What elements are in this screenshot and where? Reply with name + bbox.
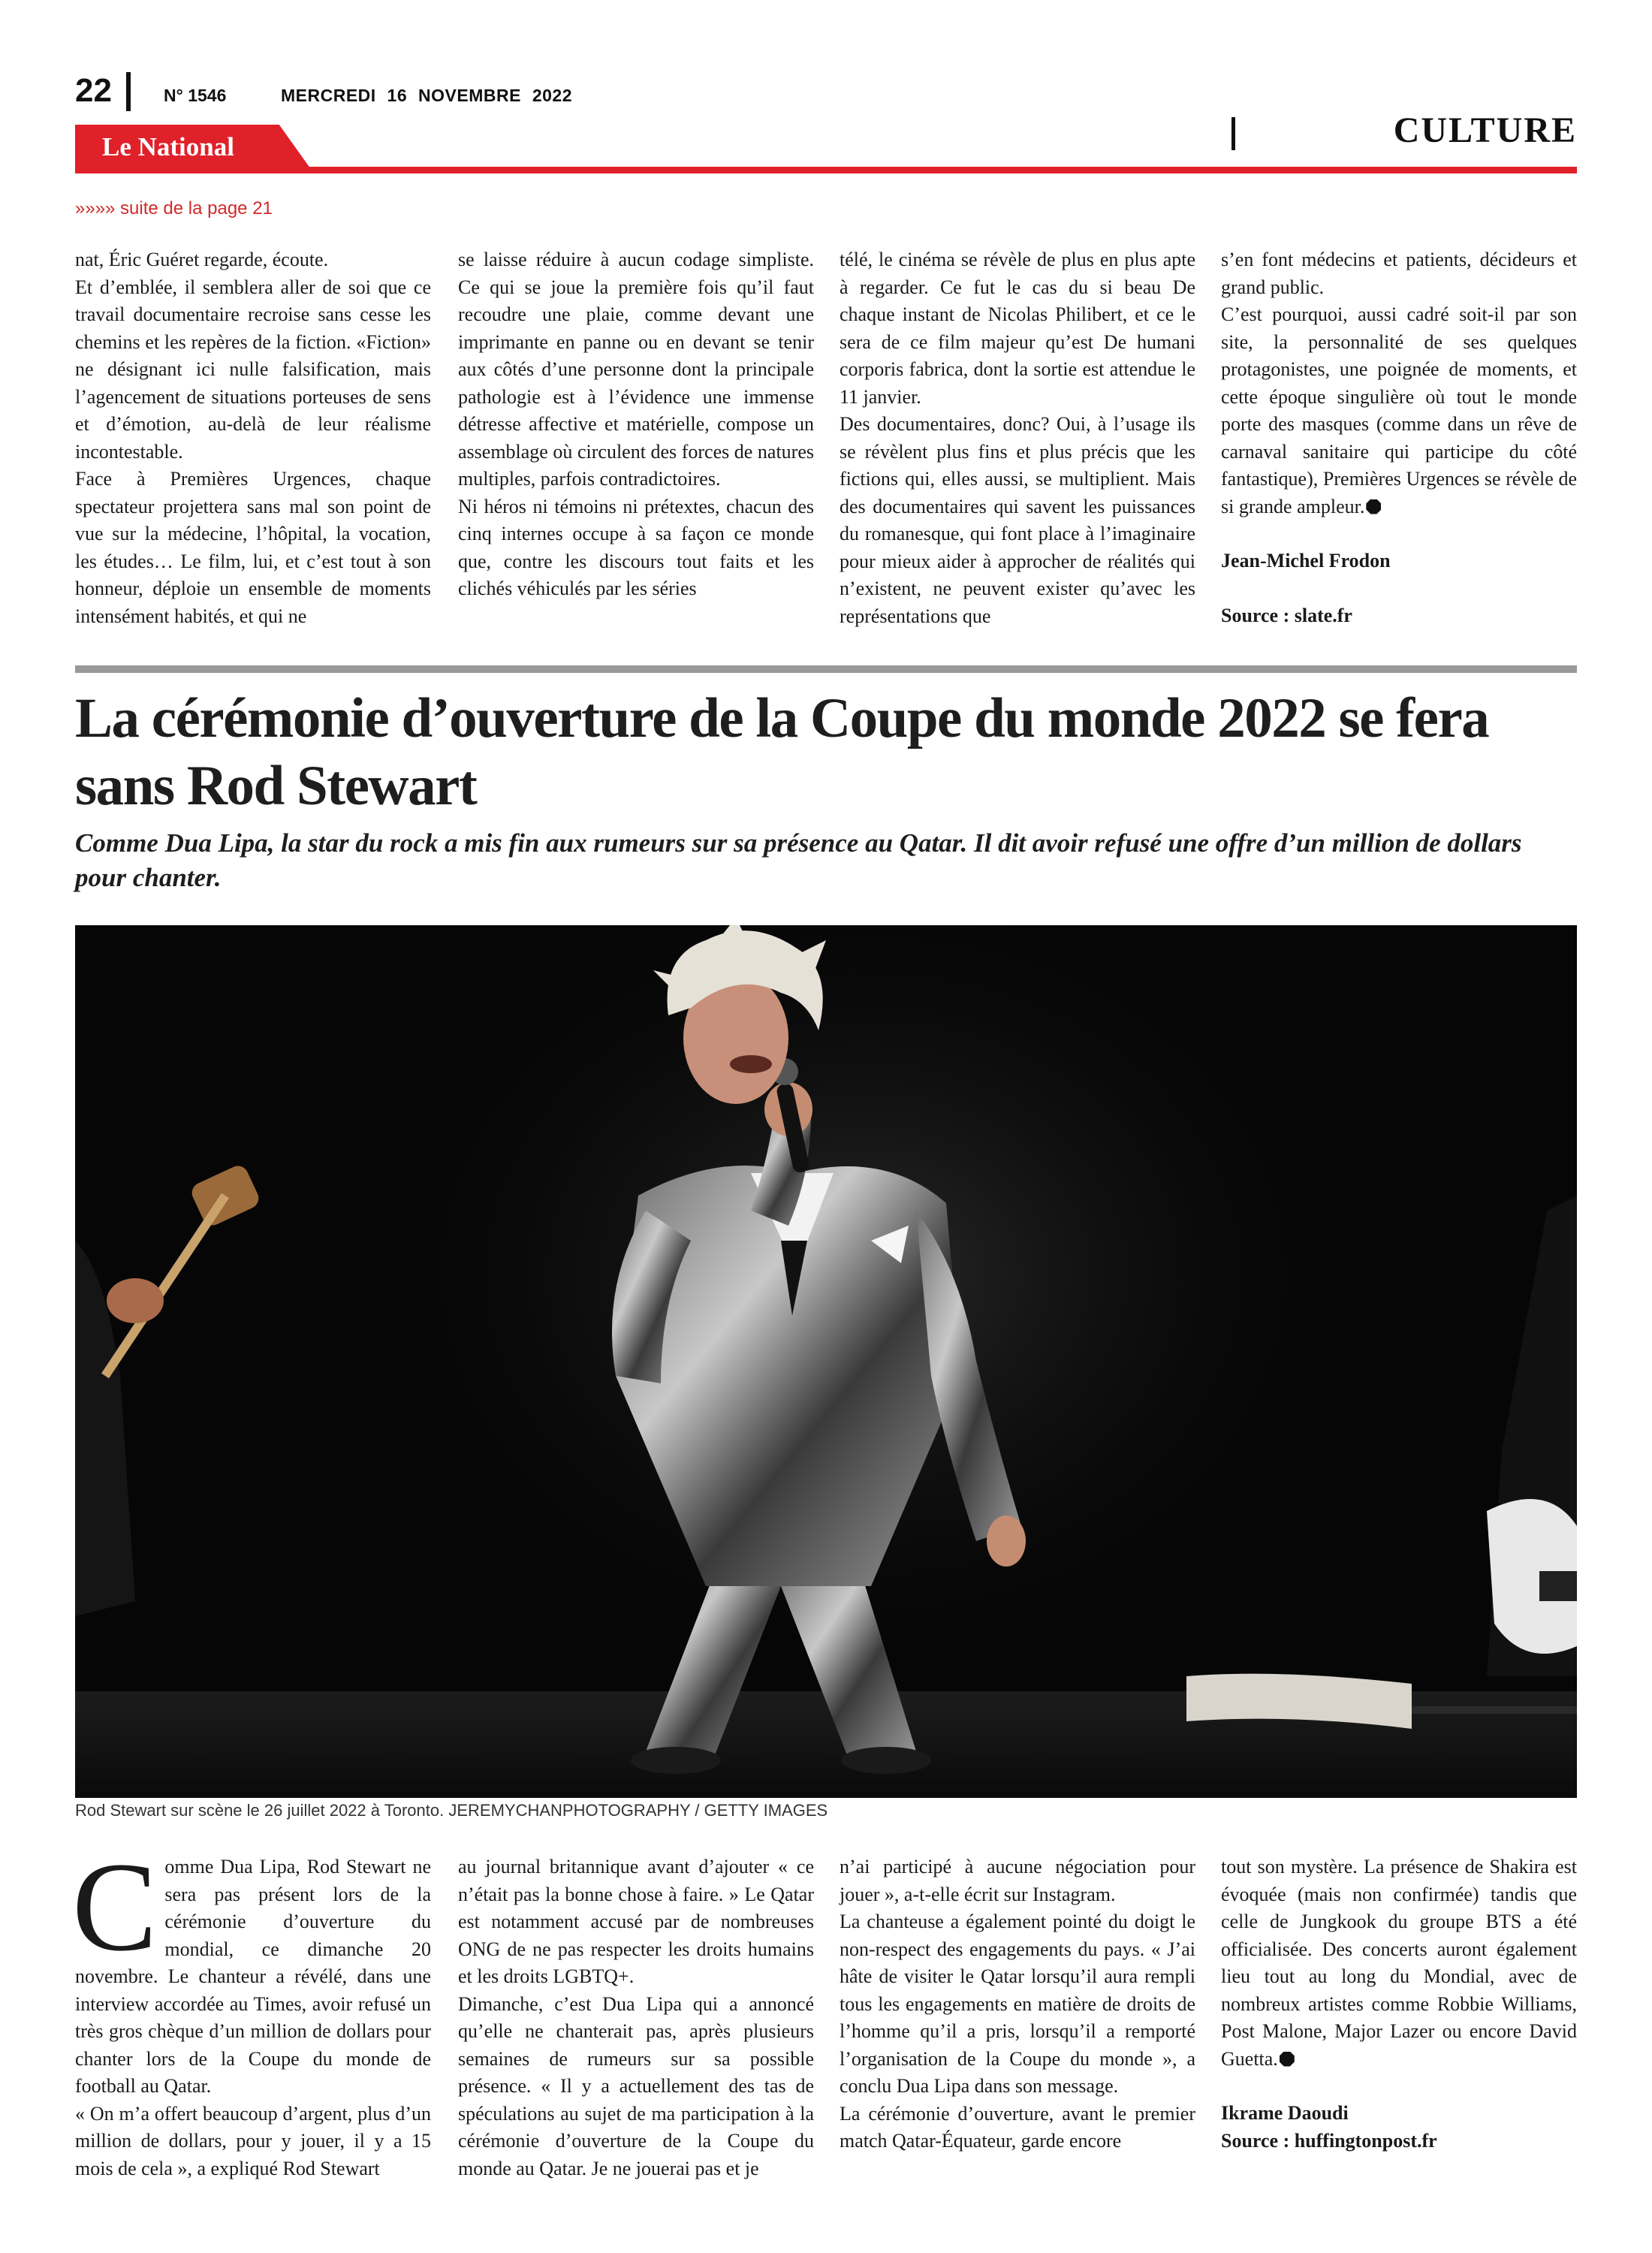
paragraph: Et d’emblée, il semblera aller de soi que ce travail documentaire recroise sans cesse les chemins et les repères de la fiction. «Fiction» ne désignant ici nulle falsification, mais l’agencement de situations porteuses de sens et d’émotion, au-delà de leur réalisme incontestable. — [75, 276, 431, 463]
paragraph: Des documentaires, donc? Oui, à l’usage ils se révèlent plus fins et plus précis que les fictions qui, elles aussi, se multiplient. Mais des documentaires qui savent les puissances du romanesque, qui font place à l’imaginaire pour mieux aider à approcher de réalités qui n’existent, ne peuvent exister qu’avec les représentations que — [840, 413, 1195, 627]
previous-article-column-3 — [840, 246, 1195, 630]
article-source: Source : huffingtonpost.fr — [1221, 2129, 1437, 2152]
page-number-divider — [126, 72, 131, 111]
paragraph: La chanteuse a également pointé du doigt le non-respect des engagements du pays. « J’ai hâte de visiter le Qatar lorsqu’il aura rempli tous les engagements en matière de droits de l’homme qu’il a pris, lorsqu’il a remporté l’organisation de la Coupe du monde », a conclu Dua Lipa dans son message. — [840, 1911, 1195, 2097]
paragraph: C’est pourquoi, aussi cadré soit-il par son site, la personnalité de ses quelques protagonistes, une poignée de moments, et cette époque singulière où tout le monde porte des masques (comme dans un rêve de carnaval sanitaire qui participe du côté fantastique), Premières Urgences se révèle de si grande ampleur. — [1221, 303, 1577, 517]
paragraph: télé, le cinéma se révèle de plus en plus apte à regarder. Ce fut le cas du si beau De chaque instant de Nicolas Philibert, et ce le sera de ce film majeur qu’est De humani corporis fabrica, dont la sortie est attendue le 11 janvier. — [840, 249, 1195, 408]
article-column-1 — [72, 1836, 431, 2182]
newspaper-brand: Le National — [102, 132, 234, 161]
paragraph: Dimanche, c’est Dua Lipa qui a annoncé qu’elle ne chanterait pas, après plusieurs semaines de rumeurs sur sa possible présence. « Il y a actuellement des tas de spéculations au sujet de ma participation à la cérémonie d’ouverture de la Coupe du monde au Qatar. Je ne jouerai pas et je — [458, 1992, 814, 2179]
paragraph: omme Dua Lipa, Rod Stewart ne sera pas présent lors de la cérémonie d’ouverture du mondial, ce dimanche 20 novembre. Le chanteur a révélé, dans une interview accordée au Times, avoir refusé un très gros chèque d’un million de dollars pour chanter lors de la Coupe du monde de football au Qatar. — [75, 1856, 431, 2097]
paragraph-lead — [72, 1836, 431, 2101]
paragraph: La cérémonie d’ouverture, avant le premier match Qatar-Équateur, garde encore — [840, 2102, 1195, 2152]
page-number: 22 — [75, 72, 112, 109]
article-standfirst: Comme Dua Lipa, la star du rock a mis fin aux rumeurs sur sa présence au Qatar. Il dit avoir refusé une offre d’un million de dollars pour chanter. — [75, 828, 1522, 892]
section-title: CULTURE — [1393, 110, 1577, 150]
header-rule — [75, 167, 1577, 173]
paragraph: nat, Éric Guéret regarde, écoute. — [75, 249, 329, 270]
paragraph: « On m’a offert beaucoup d’argent, plus d’un million de dollars, pour y jouer, il y a 15 mois de cela », a expliqué Rod Stewart — [75, 2102, 431, 2179]
drop-cap: C — [72, 1836, 158, 1977]
end-of-article-icon — [1280, 2052, 1295, 2067]
article-column-2 — [458, 1853, 814, 2182]
article-source: Source : slate.fr — [1221, 604, 1352, 626]
author-name: Jean-Michel Frodon — [1221, 550, 1391, 572]
issue-date: MERCREDI 16 NOVEMBRE 2022 — [281, 86, 572, 105]
previous-article-column-2 — [458, 246, 814, 603]
end-of-article-icon — [1366, 499, 1381, 514]
previous-article-column-4 — [1221, 246, 1577, 629]
paragraph: au journal britannique avant d’ajouter « ce n’était pas la bonne chose à faire. » Le Qatar est notamment accusé par de nombreuses ONG de ne pas respecter les droits humains et les droits LGBTQ+. — [458, 1856, 814, 1987]
article-photo — [75, 925, 1577, 1798]
paragraph: tout son mystère. La présence de Shakira est évoquée (mais non confirmée) tandis que celle de Jungkook du groupe BTS a été officialisée. Des concerts auront également lieu tout au long du Mondial, avec de nombreux artistes comme Robbie Williams, Post Malone, Major Lazer ou encore David Guetta. — [1221, 1856, 1577, 2070]
article-separator — [75, 665, 1577, 673]
paragraph: se laisse réduire à aucun codage simpliste. Ce qui se joue la première fois qu’il faut recoudre une plaie, comme devant une imprimante en panne ou en devant se tenir aux côtés d’une personne dont la principale pathologie est à l’évidence une immense détresse affective et matérielle, compose un assemblage où circulent des forces de natures multiples, parfois contradictoires. — [458, 249, 814, 490]
section-divider — [1231, 117, 1235, 150]
continued-from-label: »»»» suite de la page 21 — [75, 198, 273, 219]
paragraph: Ni héros ni témoins ni prétextes, chacun des cinq internes occupe à sa façon ce monde que, contre les discours tout faits et les clichés véhiculés par les séries — [458, 495, 814, 599]
issue-number: N° 1546 — [164, 86, 227, 105]
photo-caption: Rod Stewart sur scène le 26 juillet 2022 à Toronto. JEREMYCHANPHOTOGRAPHY / GETTY IMAGES — [75, 1801, 828, 1820]
paragraph: n’ai participé à aucune négociation pour jouer », a-t-elle écrit sur Instagram. — [840, 1856, 1195, 1905]
paragraph: Face à Premières Urgences, chaque spectateur projettera sans mal son point de vue sur la médecine, l’hôpital, la vocation, les études… Le film, lui, et c’est tout à son honneur, déploie un ensemble de moments intensément habités, et qui ne — [75, 468, 431, 627]
article-column-3 — [840, 1853, 1195, 2155]
article-headline: La cérémonie d’ouverture de la Coupe du monde 2022 se fera sans Rod Stewart — [75, 687, 1489, 817]
previous-article-column-1 — [75, 246, 431, 630]
paragraph: s’en font médecins et patients, décideurs et grand public. — [1221, 249, 1577, 298]
article-column-4 — [1221, 1853, 1577, 2155]
paragraph-end — [1221, 1853, 1577, 2073]
paragraph-end — [1221, 301, 1577, 520]
author-name: Ikrame Daoudi — [1221, 2102, 1349, 2124]
